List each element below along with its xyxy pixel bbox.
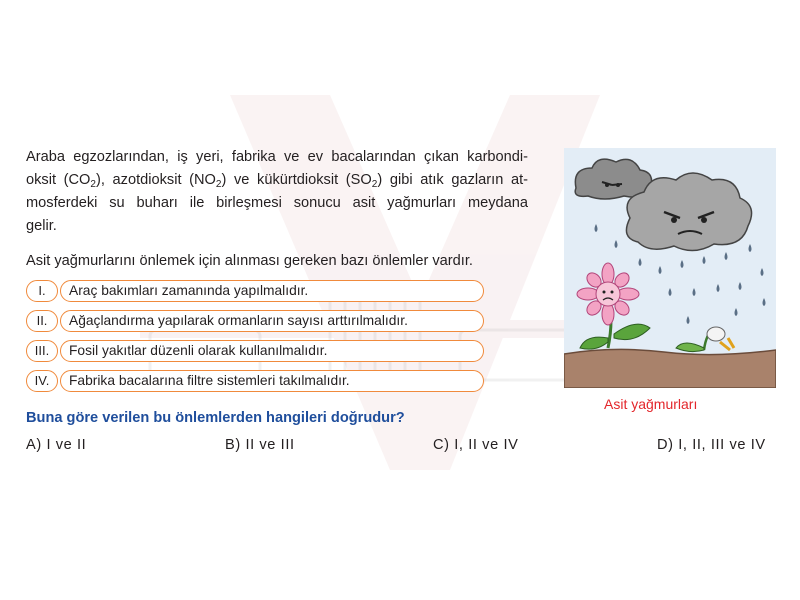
passage-line-2: oksit $(CO_2)$, azotdioksit $(NO_2)$ ve kükürtdioksit $(SO_2)$ gibi atık gazların at-: [26, 172, 528, 190]
option-number: I.: [26, 280, 58, 302]
passage-line-1: Araba egzozlarından, iş yeri, fabrika ve ev bacalarından çıkan karbondi-: [26, 149, 528, 165]
answer-a[interactable]: A) I ve II: [26, 437, 87, 453]
lead-sentence: Asit yağmurlarını önlemek için alınması gereken bazı önlemler vardır.: [26, 253, 473, 269]
answer-b[interactable]: B) II ve III: [225, 437, 295, 453]
passage-line-3: mosferdeki su buharı ile birleşmesi sonucu asit yağmurları meydana: [26, 195, 528, 211]
passage-line-4: gelir.: [26, 218, 57, 234]
figure-caption: Asit yağmurları: [604, 396, 698, 412]
option-text: Fabrika bacalarına filtre sistemleri takılmalıdır.: [60, 370, 484, 392]
question-text: Buna göre verilen bu önlemlerden hangileri doğrudur?: [26, 410, 405, 426]
option-text: Araç bakımları zamanında yapılmalıdır.: [60, 280, 484, 302]
option-number: II.: [26, 310, 58, 332]
answer-c[interactable]: C) I, II ve IV: [433, 437, 519, 453]
option-text: Fosil yakıtlar düzenli olarak kullanılmalıdır.: [60, 340, 484, 362]
option-text: Ağaçlandırma yapılarak ormanların sayısı arttırılmalıdır.: [60, 310, 484, 332]
answer-d[interactable]: D) I, II, III ve IV: [657, 437, 766, 453]
acid-rain-illustration: [564, 148, 776, 388]
option-number: III.: [26, 340, 58, 362]
passage: [26, 146, 528, 238]
option-number: IV.: [26, 370, 58, 392]
